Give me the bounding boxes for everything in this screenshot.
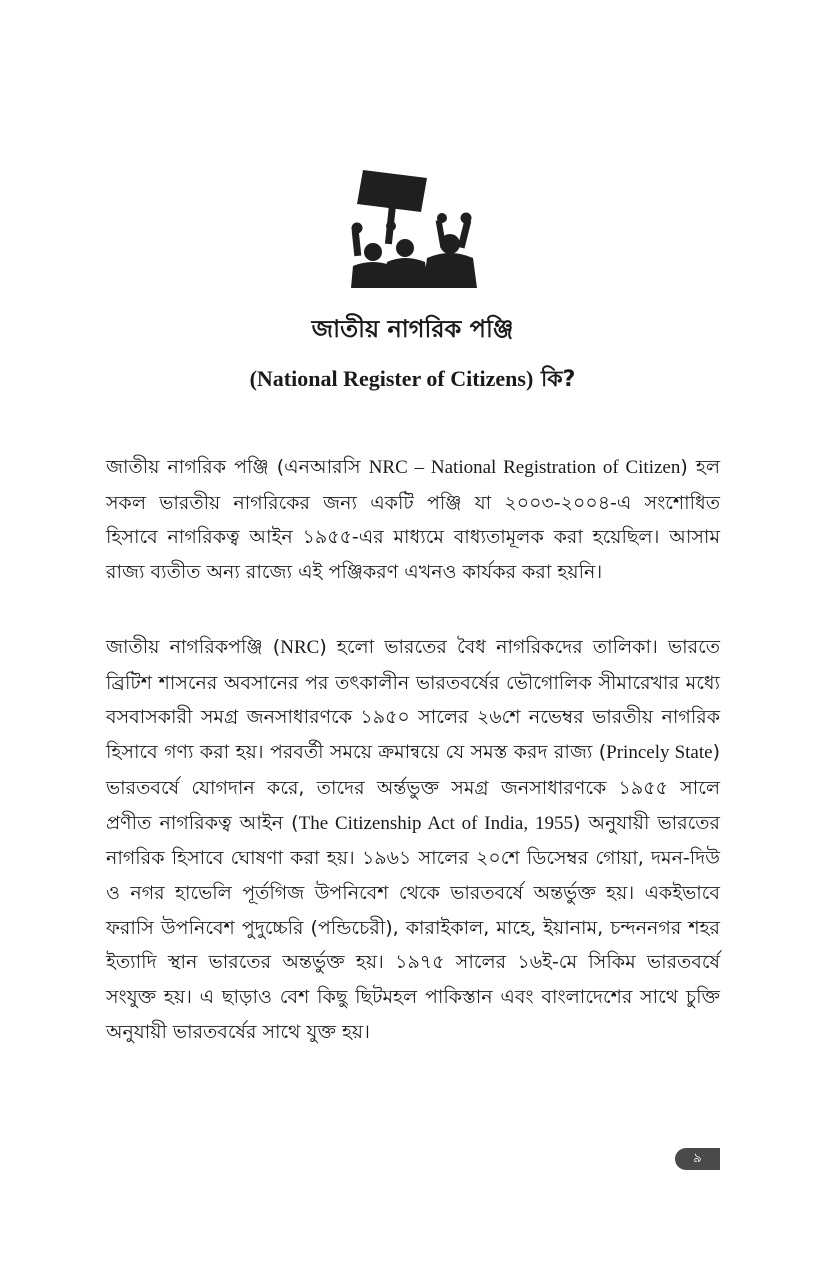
p2-text-7: ) অনুযায়ী ভারতের নাগরিক হিসাবে ঘোষণা করা হয়। ১৯৬১ সালের ২০শে ডিসেম্বর গোয়া, দমন-দিউ ও নগর হাভেলি পূর্তগিজ উপনিবেশ থেকে ভারতবর্ষে অন্তর্ভুক্ত হয়। একইভাবে ফরাসি উপনিবেশ পুদুচ্চেরি (পন্ডিচেরী), কারাইকাল, মাহে, ইয়ানাম, চন্দননগর শহর ইত্যাদি স্থান ভারতের অন্তর্ভুক্ত হয়। ১৯৭৫ সালের ১৬ই-মে সিকিম ভারতবর্ষে সংযুক্ত হয়। এ ছাড়াও বেশ কিছু ছিটমহল পাকিস্তান এবং বাংলাদেশের সাথে চুক্তি অনুযায়ী ভারতবর্ষের সাথে যুক্ত হয়। — [106, 811, 720, 1043]
p1-text-1: জাতীয় নাগরিক পঞ্জি (এনআরসি — [106, 456, 369, 478]
p1-text-2: NRC – National Registration of Citizen — [368, 457, 681, 478]
p1-text-3: ) হল সকল ভারতীয় নাগরিকের জন্য একটি পঞ্জি যা ২০০৩-২০০৪-এ সংশোধিত হিসাবে নাগরিকত্ব আইন ১৯৫৫-এর মাধ্যমে বাধ্যতামূলক করা হয়েছিল। আসাম রাজ্য ব্যতীত অন্য রাজ্যে এই পঞ্জিকরণ এখনও কার্যকর করা হয়নি। — [106, 456, 721, 584]
paragraph-nrc-definition — [106, 450, 720, 590]
protest-illustration-svg — [343, 166, 483, 288]
protest-crowd-with-placard-icon — [343, 166, 483, 288]
p2-text-2: NRC — [280, 637, 320, 658]
page-subtitle — [0, 362, 825, 397]
p2-text-6: The Citizenship Act of India, 1955 — [298, 812, 573, 834]
page-number-badge: ৯ — [675, 1148, 720, 1170]
paragraph-nrc-history — [106, 630, 720, 1049]
p2-text-1: জাতীয় নাগরিকপঞ্জি ( — [106, 636, 281, 658]
p2-text-5: ) ভারতবর্ষে যোগদান করে, তাদের অর্ন্তভুক্ত সমগ্র জনসাধারণকে ১৯৫৫ সালে প্রণীত নাগরিকত্ব আইন ( — [106, 741, 720, 834]
page-title: জাতীয় নাগরিক পঞ্জি — [311, 315, 514, 343]
p2-text-4: Princely State — [606, 742, 713, 764]
subtitle-english-part: (National Register of Citizens) — [249, 366, 534, 391]
p2-text-3: ) হলো ভারতের বৈধ নাগরিকদের তালিকা। ভারতে ব্রিটিশ শাসনের অবসানের পর তৎকালীন ভারতবর্ষের ভৌগোলিক সীমারেখার মধ্যে বসবাসকারী সমগ্র জনসাধারণকে ১৯৫০ সালের ২৬শে নভেম্বর ভারতীয় নাগরিক হিসাবে গণ্য করা হয়। পরবর্তী সময়ে ক্রমান্বয়ে যে সমস্ত করদ রাজ্য ( — [106, 636, 720, 764]
subtitle-bengali-part: কি? — [540, 367, 576, 392]
